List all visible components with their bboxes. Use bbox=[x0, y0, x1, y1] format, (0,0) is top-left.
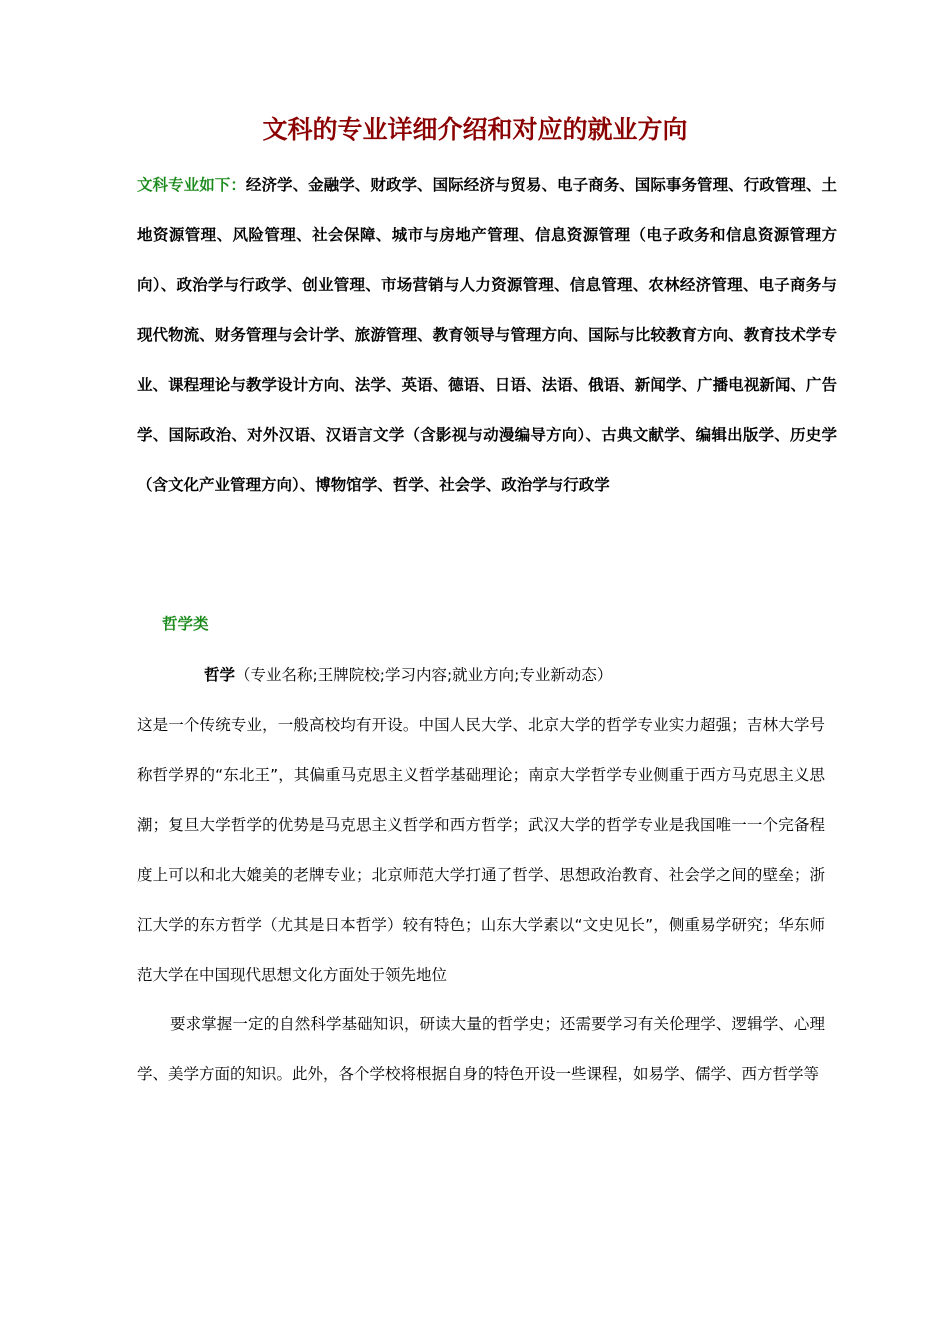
document-title: 文科的专业详细介绍和对应的就业方向 bbox=[262, 115, 688, 144]
majors-list: 经济学、金融学、财政学、国际经济与贸易、电子商务、国际事务管理、行政管理、土地资源管理、风险管理、社会保障、城市与房地产管理、信息资源管理（电子政务和信息资源管理方向）、政治学与行政学、创业管理、市场营销与人力资源管理、信息管理、农林经济管理、电子商务与现代物流、财务管理与会计学、旅游管理、教育领导与管理方向、国际与比较教育方向、教育技术学专业、课程理论与教学设计方向、法学、英语、德语、日语、法语、俄语、新闻学、广播电视新闻、广告学、国际政治、对外汉语、汉语言文学（含影视与动漫编导方向）、古典文献学、编辑出版学、历史学（含文化产业管理方向）、博物馆学、哲学、社会学、政治学与行政学 bbox=[137, 176, 837, 494]
body-paragraph-requirements: 要求掌握一定的自然科学基础知识，研读大量的哲学史；还需要学习有关伦理学、逻辑学、心理学、美学方面的知识。此外，各个学校将根据自身的特色开设一些课程，如易学、儒学、西方哲学等 bbox=[137, 1015, 825, 1083]
subject-name: 哲学 bbox=[204, 666, 236, 684]
section-heading-philosophy: 哲学类 bbox=[162, 615, 209, 633]
subject-meta: （专业名称;王牌院校;学习内容;就业方向;专业新动态） bbox=[235, 666, 613, 684]
majors-lead: 文科专业如下： bbox=[137, 176, 246, 194]
subject-line bbox=[204, 662, 612, 688]
body-paragraph-schools: 这是一个传统专业，一般高校均有开设。中国人民大学、北京大学的哲学专业实力超强；吉林大学号称哲学界的“东北王”，其偏重马克思主义哲学基础理论；南京大学哲学专业侧重于西方马克思主义思潮；复旦大学哲学的优势是马克思主义哲学和西方哲学；武汉大学的哲学专业是我国唯一一个完备程度上可以和北大媲美的老牌专业；北京师范大学打通了哲学、思想政治教育、社会学之间的壁垒；浙江大学的东方哲学（尤其是日本哲学）较有特色；山东大学素以“文史见长”，侧重易学研究；华东师范大学在中国现代思想文化方面处于领先地位 bbox=[137, 716, 825, 984]
majors-paragraph bbox=[137, 160, 837, 510]
